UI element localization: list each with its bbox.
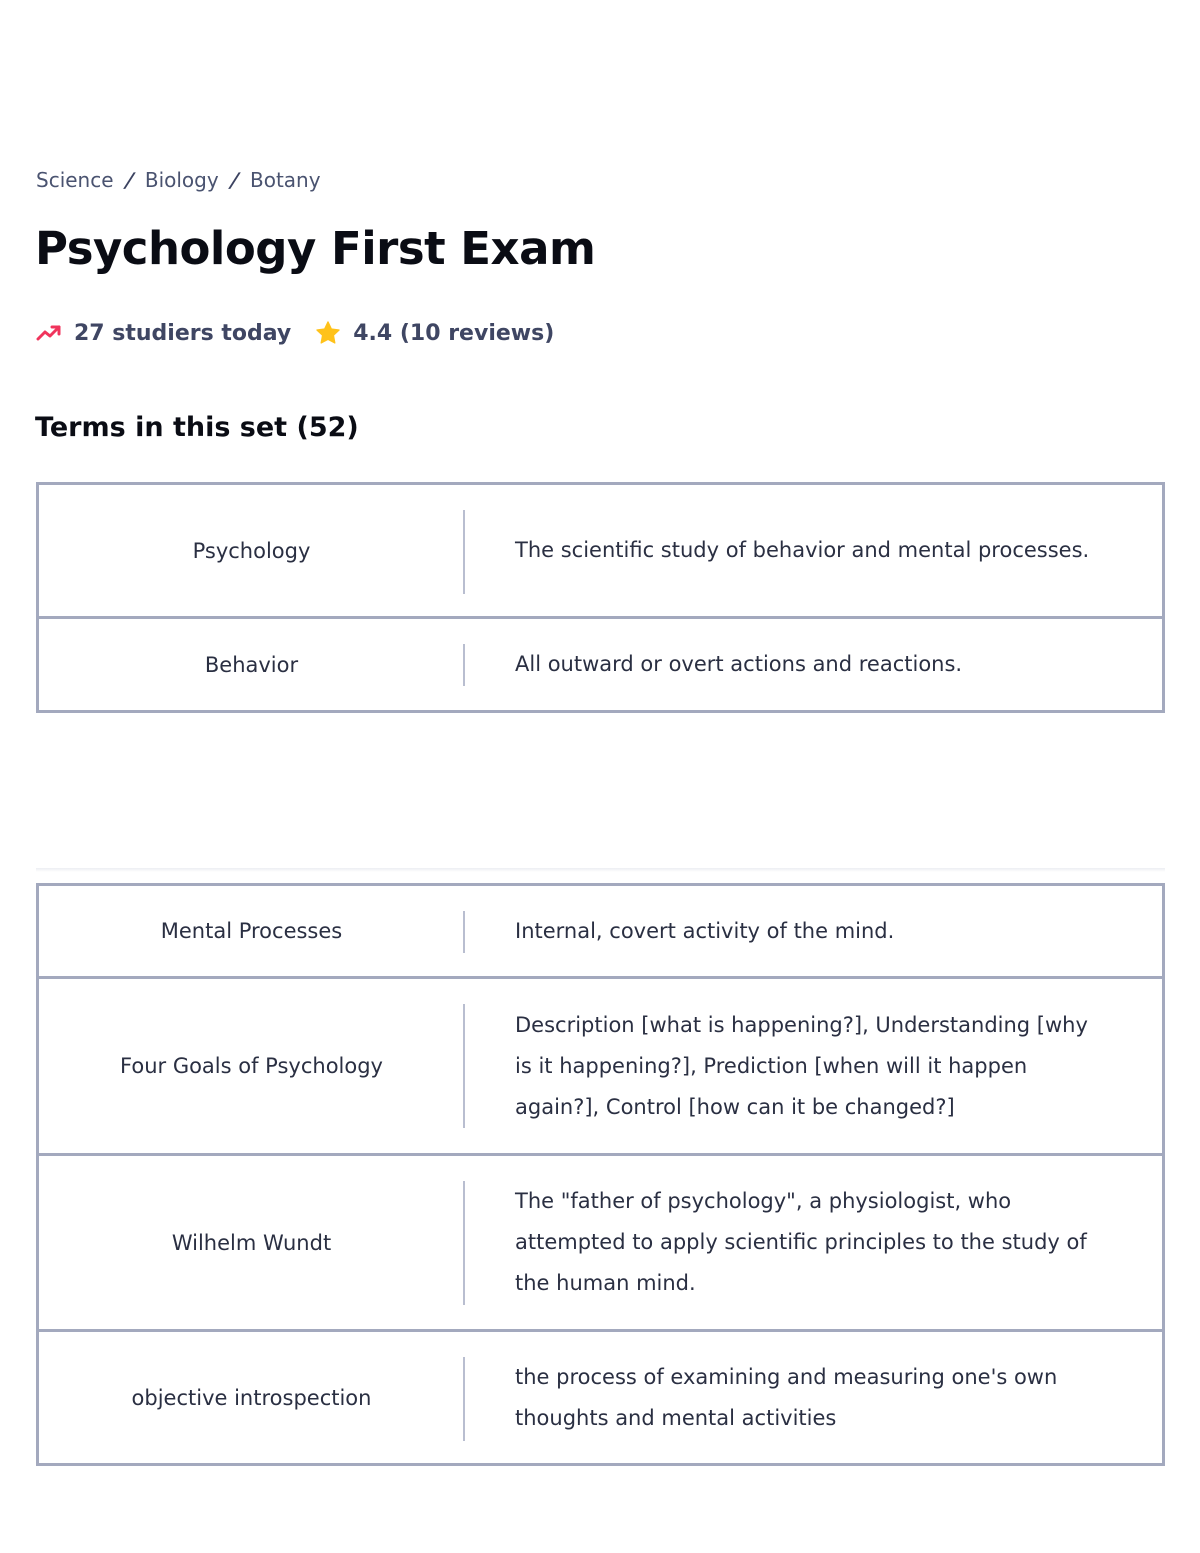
term-card [36,976,1165,1156]
term-text: Four Goals of Psychology [120,1054,383,1078]
term-divider [463,911,465,953]
trending-up-icon [36,324,62,342]
terms-heading: Terms in this set (52) [35,412,359,443]
breadcrumb-biology[interactable]: Biology [144,168,219,192]
breadcrumb [36,166,321,194]
set-stats [36,316,554,350]
breadcrumb-separator: / [121,168,137,192]
term-text: Wilhelm Wundt [171,1230,332,1255]
term-card [36,1153,1165,1332]
term-divider [463,1357,465,1441]
rating-summary[interactable]: 4.4 (10 reviews) [353,320,555,346]
term-card [36,883,1165,979]
term-text: Behavior [204,652,299,677]
page-break [36,868,1165,872]
definition-text: Internal, covert activity of the mind. [515,918,895,943]
term-text: objective introspection [131,1385,372,1410]
term-card [36,616,1165,713]
definition-text: Description [what is happening?], Understanding [why is it happening?], Prediction [when will it happen again?], Control [how can it be changed?] [515,1012,1088,1119]
breadcrumb-botany[interactable]: Botany [250,168,321,192]
breadcrumb-science[interactable]: Science [36,168,114,192]
term-card [36,1329,1165,1466]
breadcrumb-separator: / [226,168,242,192]
term-divider [463,1181,465,1305]
term-card [36,482,1165,619]
definition-text: The scientific study of behavior and mental processes. [515,538,1090,562]
term-text: Psychology [192,538,311,563]
definition-text: All outward or overt actions and reactions. [515,652,963,676]
term-divider [463,510,465,594]
term-divider [463,644,465,686]
star-icon [315,320,341,346]
definition-text: The "father of psychology", a physiologist, who attempted to apply scientific principles to the study of the human mind. [515,1189,1087,1295]
studiers-count: 27 studiers today [74,320,292,346]
term-text: Mental Processes [160,919,343,943]
term-divider [463,1004,465,1128]
definition-text: the process of examining and measuring one's own thoughts and mental activities [515,1364,1058,1430]
page-title: Psychology First Exam [35,222,596,275]
